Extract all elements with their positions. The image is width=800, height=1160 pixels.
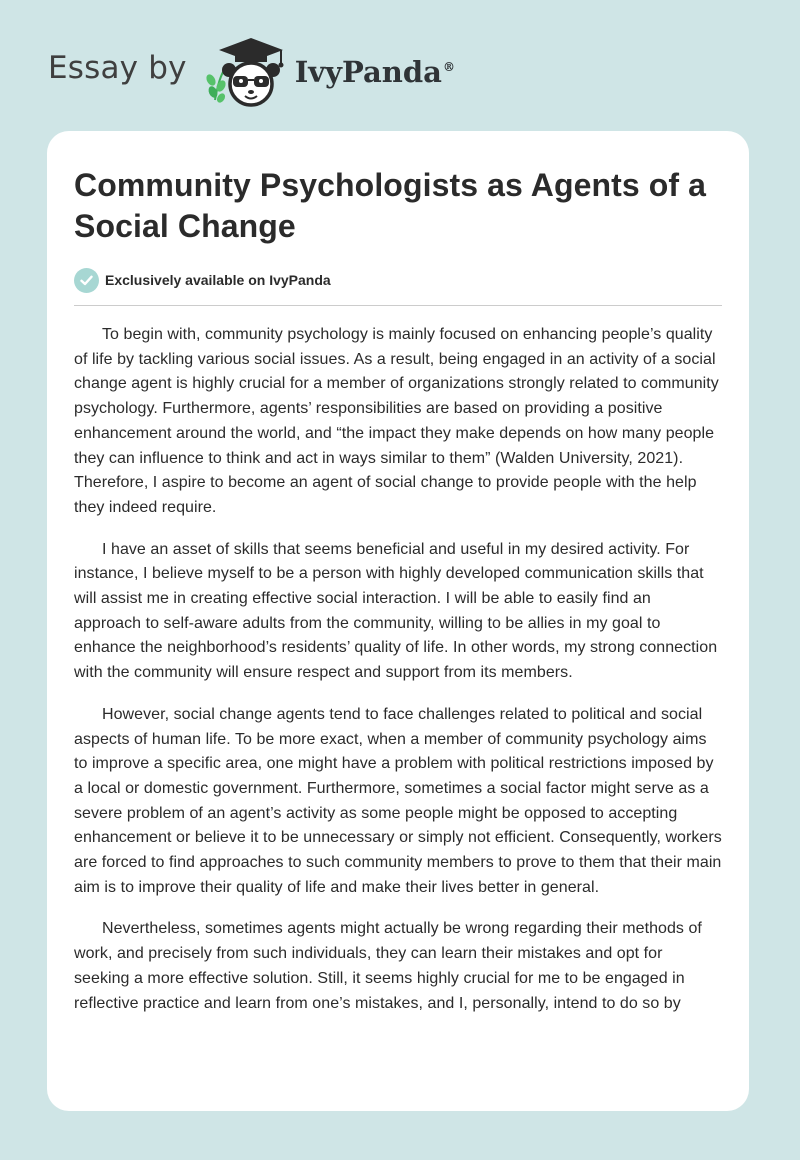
checkmark-icon (74, 268, 99, 293)
panda-graduate-icon (201, 36, 289, 108)
paragraph: However, social change agents tend to face challenges related to political and social aspects of human life. To be more exact, when a member of community psychology aims to improve a specific area, one might have a problem with political restrictions imposed by a local or domestic government. Furthermore, sometimes a social factor might serve as a severe problem of an agent’s activity as some people might be opposed to accepting enhancement or believe it to be unnecessary or simply not efficient. Consequently, workers are forced to find approaches to such community members to prove to them that their main aim is to improve their quality of life and make their lives better in general. (74, 705, 722, 896)
brand-prefix: Essay by (48, 50, 187, 86)
exclusive-badge (74, 267, 722, 293)
brand-header (48, 36, 455, 108)
divider (74, 305, 722, 306)
badge-label: Exclusively available on IvyPanda (105, 272, 331, 288)
page-title: Community Psychologists as Agents of a Social Change (74, 167, 707, 244)
registered-mark: ® (442, 60, 455, 75)
paragraph: Nevertheless, sometimes agents might actually be wrong regarding their methods of work, and precisely from such individuals, they can learn their mistakes and opt for seeking a more effective solution. Still, it seems highly crucial for me to be engaged in reflective practice and learn from one’s mistakes, and I, personally, intend to do so by (74, 920, 702, 1012)
paragraph: To begin with, community psychology is mainly focused on enhancing people’s quality of life by tackling various social issues. As a result, being engaged in an activity of a social change agent is highly crucial for a member of organizations strongly related to community psychology. Furthermore, agents’ responsibilities are based on providing a positive enhancement around the world, and “the impact they make depends on how many people they can influence to think and act in ways similar to them” (Walden University, 2021). Therefore, I aspire to become an agent of social change to provide people with the help they indeed require. (74, 326, 719, 516)
essay-card (47, 131, 749, 1111)
brand-name (295, 55, 455, 89)
brand-name-text: IvyPanda (294, 55, 442, 89)
paragraph: I have an asset of skills that seems beneficial and useful in my desired activity. For instance, I believe myself to be a person with highly developed communication skills that will assist me in creating effective social interaction. I will be able to easily find an approach to self-aware adults from the community, willing to be allies in my goal to enhance the neighborhood’s residents’ quality of life. In other words, my strong connection with the community will ensure respect and support from its members. (74, 540, 718, 682)
